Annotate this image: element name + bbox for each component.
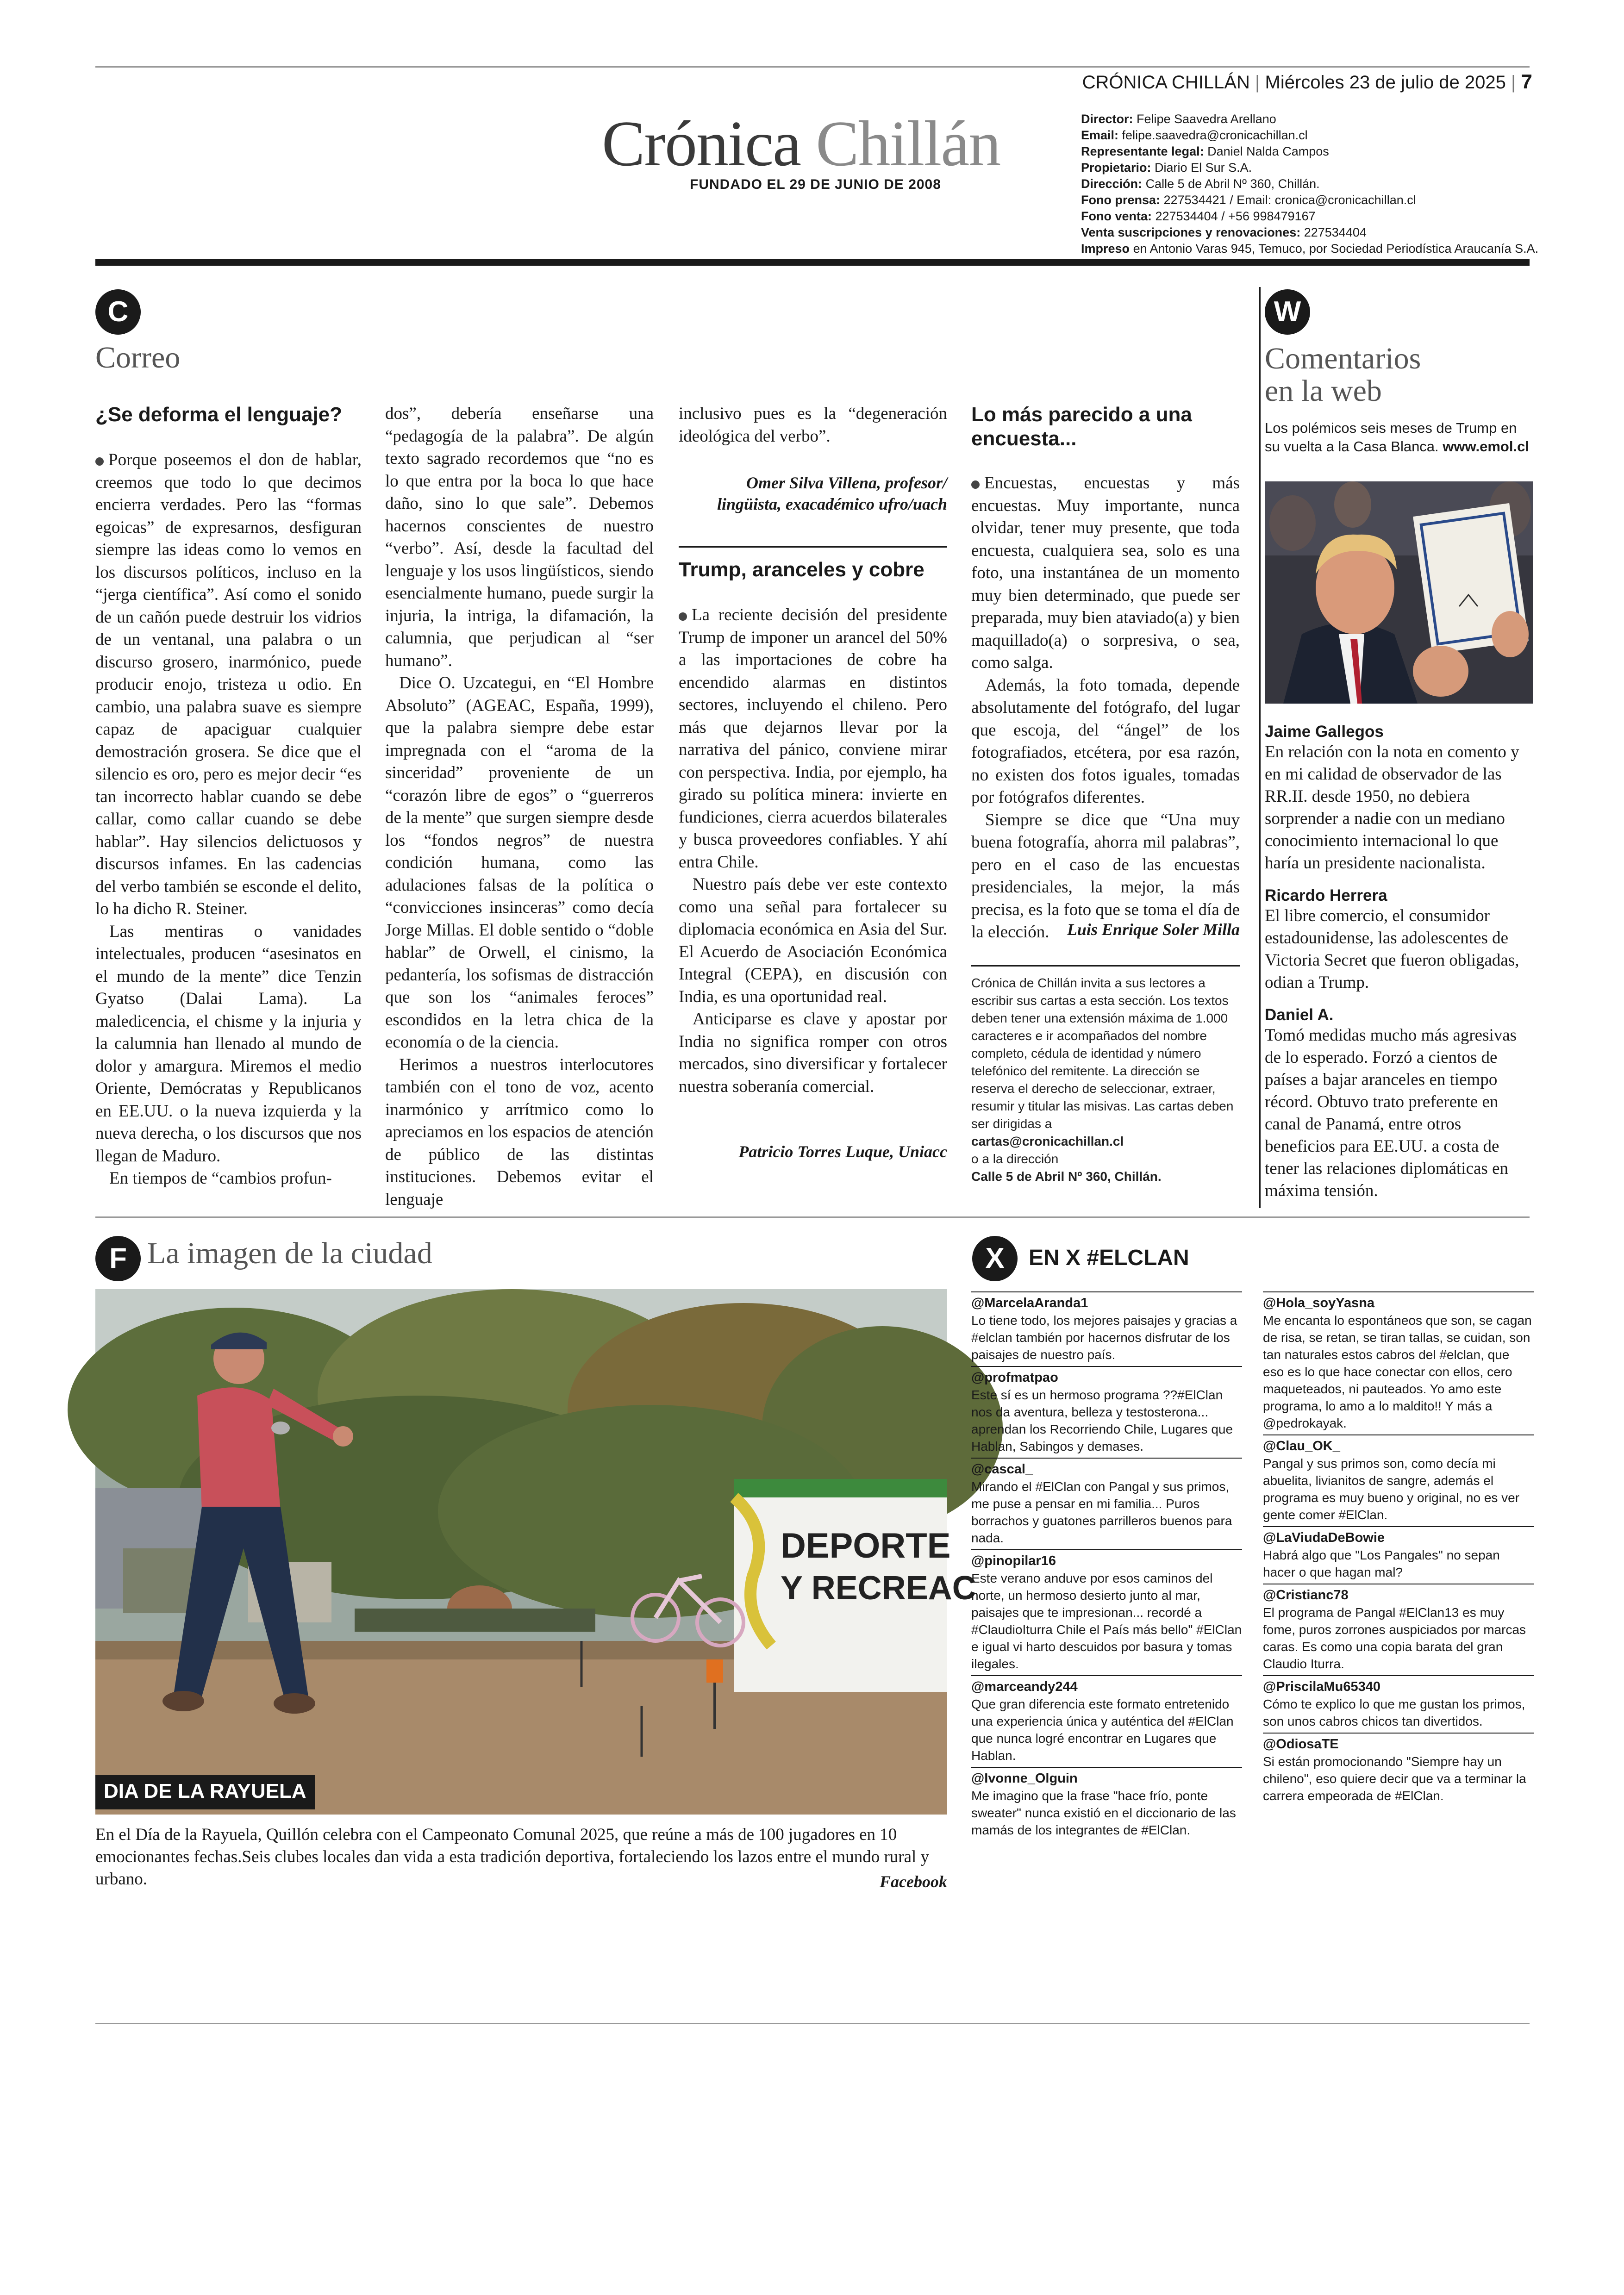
- tweet-user[interactable]: @Cristianc78: [1263, 1584, 1534, 1604]
- staff-label: Propietario:: [1081, 161, 1151, 175]
- letter2-signature: Patricio Torres Luque, Uniacc: [738, 1142, 947, 1161]
- letter2-rule: [679, 546, 947, 548]
- city-photo: [95, 1289, 976, 1815]
- correo-badge: C: [95, 289, 141, 335]
- commenter-name: Ricardo Herrera: [1265, 886, 1387, 904]
- staff-box: [1081, 111, 1539, 257]
- letter3-title: Lo más parecido a una encuesta...: [971, 403, 1192, 450]
- staff-row: [1081, 241, 1539, 257]
- letter1-p2: Las mentiras o vanidades intelectuales, producen “asesinatos en el mundo de la mente” dice Tenzin Gyatso (Dalai Lama). La maledicencia, el chisme y la injuria y la calumnia han llenado al mundo de dolor y amargura. Miremos el medio Oriente, Demócratas y Republicanos en EE.UU. o la nueva izquierda y la nueva derecha, o los discursos que nos llegan de Maduro.: [95, 922, 362, 1166]
- tweet-text: Si están promocionando "Siempre hay un chileno", eso quiere decir que va a terminar la carrera empeorada de #ElClan.: [1263, 1754, 1526, 1803]
- staff-label: Fono prensa:: [1081, 193, 1161, 207]
- tweet-text: Este sí es un hermoso programa ??#ElClan nos da aventura, belleza y testosterona... aprendan los Recorriendo Chile, Lugares que Hablan, Sabingos y demases.: [971, 1388, 1233, 1453]
- runner-paper: CRÓNICA CHILLÁN: [1082, 72, 1250, 93]
- x-title: EN X #ELCLAN: [1029, 1246, 1189, 1270]
- staff-value: 227534404 / +56 998479167: [1155, 209, 1316, 223]
- letter1-p1: Porque poseemos el don de hablar, creemos que todo lo que decimos encierra verdades. Pero las “formas egoicas” de expresarnos, desfiguran siempre las ideas como lo vemos en los discursos políticos, incluso en la “jerga científica”. Así como el sonido de un cañón puede destruir los vidrios de un ventanal, una palabra o un discurso grosero, inarmónico, puede producir enojo, tristeza u odio. En cambio, una palabra suave es siempre capaz de apaciguar cualquier demostración grosera. Se dice que el silencio es oro, pero es mejor decir “es tan incorrecto hablar cuando se debe callar, como callar cuando se debe hablar”. Hay silencios delictuosos y discursos infames. En las cadencias del verbo también se esconde el delito, lo ha dicho R. Steiner.: [95, 450, 362, 918]
- letter2-title: Trump, aranceles y cobre: [679, 558, 924, 581]
- x-feed-right: [1263, 1291, 1534, 1807]
- staff-label: Venta suscripciones y renovaciones:: [1081, 225, 1301, 239]
- runner-date: Miércoles 23 de julio de 2025: [1265, 72, 1506, 93]
- letter1-p3: En tiempos de “cambios profun-: [109, 1169, 332, 1188]
- staff-value: 227534421 / Email: cronica@cronicachillan.cl: [1163, 193, 1416, 207]
- staff-row: [1081, 225, 1525, 241]
- letter3-signature: Luis Enrique Soler Milla: [1067, 920, 1240, 939]
- comment-text: En relación con la nota en comento y en mi calidad de observador de las RR.II. desde 1950, no debiera sorprender a nadie con un mediano conocimiento internacional lo que haría un presidente nacionalista.: [1265, 742, 1519, 873]
- tweet-user[interactable]: @OdiosaTE: [1263, 1733, 1534, 1753]
- tweet-text: Me encanta lo espontáneos que son, se cagan de risa, se retan, se tiran tallas, se cuidan, son tan naturales estos cabros del #elclan, que eso es lo que hace conectar con ellos, cero maqueteados, ni pauteados. Yo amo este programa, lo amo a lo maldito!! Y más a @pedrokayak.: [1263, 1313, 1532, 1430]
- comment-text: Tomó medidas mucho más agresivas de lo esperado. Forzó a cientos de países a bajar aranceles en tiempo récord. Obtuvo trato preferente en canal de Panamá, entre otros beneficios para EE.UU. a costa de tener las relaciones diplomáticas en máxima tensión.: [1265, 1026, 1517, 1200]
- notice-email[interactable]: cartas@cronicachillan.cl: [971, 1134, 1124, 1148]
- staff-row: [1081, 176, 1525, 192]
- tweet-text: Este verano anduve por esos caminos del norte, un hermoso desierto junto al mar, paisajes que te impresionan... recordé a #ClaudioIturra Chile el País más bello" #ElClan e igual vi harto descuidos por basura y tomas ilegales.: [971, 1571, 1242, 1671]
- staff-value: 227534404: [1304, 225, 1367, 239]
- staff-value: Calle 5 de Abril Nº 360, Chillán.: [1145, 177, 1320, 191]
- tweet-text: Que gran diferencia este formato entretenido una experiencia única y auténtica del #ElClan que nunca logré encontrar en Lugares que Hablan.: [971, 1697, 1234, 1763]
- city-badge: F: [95, 1236, 141, 1281]
- banner-line1: DEPORTE: [781, 1526, 951, 1565]
- letter3-p3: Siempre se dice que “Una muy buena fotografía, ahorra mil palabras”, pero en el caso de las encuestas presidenciales, la mejor, la más precisa, es la foto que se toma el día de la elección.: [971, 810, 1240, 942]
- staff-label: Representante legal:: [1081, 144, 1204, 158]
- letter1-p4: dos”, debería enseñarse una “pedagogía de la palabra”. De algún texto sagrado recordemos que “no es lo que entra por la boca lo que hace daño, sino lo que sale”. Debemos hacernos conscientes de nuestro “verbo”. Así, desde la facultad del lenguaje y los usos lingüísticos, siendo esencialmente humano, puede surgir la injuria, la intriga, la difamación, la calumnia, que perjudican al “ser humano”.: [385, 404, 654, 670]
- staff-row: [1081, 192, 1525, 208]
- correo-title: Correo: [95, 341, 181, 374]
- letter1-p5: Dice O. Uzcategui, en “El Hombre Absoluto” (AGEAC, España, 1999), que la palabra siempre debe estar impregnada con el “aroma de la sinceridad” proveniente de un “corazón libre de egos” o “guerreros de la mente” que surgen siempre desde los “fondos negros” de nuestra condición humana, como las adulaciones falsas de la política o “convicciones insinceras” como decía Jorge Millas. El doble sentido o “doble hablar” de Orwell, el cinismo, la pedantería, los sofismas de distracción que son los “animales feroces” escondidos en la letra chica de la economía o de la ciencia.: [385, 674, 654, 1052]
- notice-rule: [971, 965, 1240, 967]
- web-intro: Los polémicos seis meses de Trump en su vuelta a la Casa Blanca. www.emol.cl: [1265, 420, 1529, 455]
- letter3-p2: Además, la foto tomada, depende absolutamente del fotógrafo, del lugar que escoja, del “ángel” de los fotografiados, etcétera, por esa razón, no existen dos fotos iguales, tomadas por fotógrafos diferentes.: [971, 675, 1240, 807]
- city-title: La imagen de la ciudad: [147, 1236, 432, 1270]
- city-caption: En el Día de la Rayuela, Quillón celebra con el Campeonato Comunal 2025, que reúne a más de 100 jugadores en 10 emocionantes fechas.Seis clubes locales dan vida a esta tradición deportiva, fortaleciendo los lazos entre el mundo rural y urbano.: [95, 1825, 930, 1889]
- staff-row: [1081, 160, 1525, 176]
- tweet-user[interactable]: @Ivonne_Olguin: [971, 1767, 1242, 1787]
- tweet-text: Habrá algo que "Los Pangales" no sepan hacer o que hagan mal?: [1263, 1548, 1500, 1579]
- staff-value: en Antonio Varas 945, Temuco, por Sociedad Periodística Araucanía S.A.: [1133, 242, 1539, 256]
- staff-label: Dirección:: [1081, 177, 1143, 191]
- staff-value: Felipe Saavedra Arellano: [1137, 112, 1276, 126]
- top-rule: [95, 66, 1530, 68]
- letters-notice: [971, 974, 1240, 1185]
- staff-label: Director:: [1081, 112, 1133, 126]
- letter1-signature: Omer Silva Villena, profesor/ lingüista, exacadémico ufro/uach: [717, 474, 947, 513]
- tweet-text: Me imagino que la frase "hace frío, ponte sweater" nunca existió en el diccionario de las mamás de los integrantes de #ElClan.: [971, 1789, 1236, 1837]
- running-head: CRÓNICA CHILLÁN | Miércoles 23 de julio de 2025 | 7: [1082, 70, 1532, 93]
- bullet-icon: [95, 457, 104, 466]
- staff-value: Diario El Sur S.A.: [1155, 161, 1252, 175]
- tweet-text: Pangal y sus primos son, como decía mi abuelita, livianitos de sangre, además el programa es muy bueno y original, no es ver gente comer #ElClan.: [1263, 1456, 1520, 1522]
- letter3-body: [971, 472, 1240, 944]
- staff-label: Impreso: [1081, 242, 1130, 256]
- masthead-founded: FUNDADO EL 29 DE JUNIO DE 2008: [690, 177, 941, 192]
- page-number: 7: [1521, 70, 1532, 93]
- notice-text: Crónica de Chillán invita a sus lectores a escribir sus cartas a esta sección. Los textos deben tener una extensión máxima de 1.000 caracteres e ir acompañados del nombre completo, cédula de identidad y número telefónico del remitente. La dirección se reserva el derecho de seleccionar, extraer, resumir y titular las misivas. Las cartas deben ser dirigidas a: [971, 976, 1234, 1131]
- bottom-rule: [95, 2023, 1530, 2024]
- tweet-user[interactable]: @pinopilar16: [971, 1549, 1242, 1570]
- tweet-user[interactable]: @cascal_: [971, 1458, 1242, 1478]
- letter1-p6: Herimos a nuestros interlocutores también con el tono de voz, acento inarmónico y arrítmico como lo apreciamos en los espacios de atención de público de las distintas instituciones. Debemos evitar el lenguaje: [385, 1055, 654, 1209]
- tweet-user[interactable]: @marceandy244: [971, 1675, 1242, 1696]
- notice-address: Calle 5 de Abril Nº 360, Chillán.: [971, 1169, 1162, 1184]
- masthead-logo: [602, 106, 1000, 181]
- tweet-user[interactable]: @Clau_OK_: [1263, 1434, 1534, 1455]
- letter1-p7: inclusivo pues es la “degeneración ideológica del verbo”.: [679, 404, 947, 446]
- staff-row: [1081, 127, 1525, 143]
- tweet-user[interactable]: @LaViudaDeBowie: [1263, 1526, 1534, 1547]
- tweet-user[interactable]: @Hola_soyYasna: [1263, 1291, 1534, 1312]
- letter2-p1: La reciente decisión del presidente Trump de imponer un arancel del 50% a las importaciones de cobre ha encendido alarmas en distintos sectores, incluyendo el chileno. Pero más que dejarnos llevar por la narrativa del pánico, conviene mirar con perspectiva. India, por ejemplo, ha girado su política minera: invierte en fundiciones, cierra acuerdos bilaterales y busca proveedores confiables. Y ahí entra Chile.: [679, 605, 947, 872]
- letter1-col3: [679, 403, 947, 448]
- staff-label: Fono venta:: [1081, 209, 1152, 223]
- tweet-text: Cómo te explico lo que me gustan los primos, son unos cabros chicos tan divertidos.: [1263, 1697, 1525, 1728]
- banner-line2: Y RECREAC: [781, 1570, 976, 1607]
- column-divider: [1259, 287, 1261, 1208]
- masthead-light: Chillán: [816, 108, 1000, 180]
- bullet-icon: [971, 480, 980, 489]
- photo-label: DIA DE LA RAYUELA: [95, 1775, 315, 1809]
- masthead-rule: [95, 259, 1530, 266]
- tweet-text: Lo tiene todo, los mejores paisajes y gracias a #elclan también por hacernos disfrutar de los paisajes de nuestro país.: [971, 1313, 1237, 1362]
- middle-rule: [95, 1216, 1530, 1218]
- city-credit: Facebook: [880, 1872, 947, 1891]
- web-badge: W: [1265, 289, 1310, 335]
- web-source[interactable]: www.emol.cl: [1443, 438, 1529, 455]
- letter2-body: [679, 604, 947, 1098]
- tweet-user[interactable]: @MarcelaAranda1: [971, 1291, 1242, 1312]
- tweet-text: Mirando el #ElClan con Pangal y sus primos, me puse a pensar en mi familia... Puros borrachos y guatones parrilleros buenos para nada.: [971, 1479, 1232, 1545]
- staff-row: [1081, 111, 1525, 127]
- staff-row: [1081, 208, 1525, 225]
- web-title: Comentarios en la web: [1265, 342, 1421, 408]
- letter2-p2: Nuestro país debe ver este contexto como una señal para fortalecer su diplomacia económica en Asia del Sur. El Acuerdo de Asociación Económica Integral (CEPA), en discusión con India, es una oportunidad real.: [679, 875, 947, 1006]
- letter2-p3: Anticiparse es clave y apostar por India no significa romper con otros mercados, sino diversificar y fortalecer nuestra soberanía comercial.: [679, 1010, 947, 1096]
- comment-text: El libre comercio, el consumidor estadounidense, las adolescentes de Victoria Secret que fueron obligadas, odian a Trump.: [1265, 906, 1519, 992]
- commenter-name: Daniel A.: [1265, 1006, 1334, 1024]
- commenter-name: Jaime Gallegos: [1265, 723, 1384, 741]
- web-comments: [1265, 711, 1533, 1202]
- letter1-col1: [95, 449, 362, 1190]
- bullet-icon: [679, 612, 687, 621]
- letter1-col2: [385, 403, 654, 1211]
- staff-value: felipe.saavedra@cronicachillan.cl: [1122, 128, 1308, 142]
- letter1-title: ¿Se deforma el lenguaje?: [95, 403, 343, 426]
- staff-label: Email:: [1081, 128, 1119, 142]
- x-badge: X: [972, 1236, 1018, 1281]
- tweet-user[interactable]: @profmatpao: [971, 1366, 1242, 1386]
- letter3-p1: Encuestas, encuestas y más encuestas. Muy importante, nunca olvidar, tener muy presente, que toda encuesta, cualquiera sea, solo es una foto, una instantánea de un momento muy bien determinado, que puede ser preparada, muy bien ataviado(a) y bien maquillado(a) o sorpresiva, o sea, como salga.: [971, 474, 1240, 672]
- tweet-user[interactable]: @PriscilaMu65340: [1263, 1675, 1534, 1696]
- trump-photo: [1265, 481, 1533, 704]
- staff-row: [1081, 143, 1525, 160]
- tweet-text: El programa de Pangal #ElClan13 es muy fome, puros zorrones auspiciados por marcas caras. Es como una copia barata del gran Claudio Iturra.: [1263, 1605, 1526, 1671]
- x-feed-left: [971, 1291, 1242, 1841]
- staff-value: Daniel Nalda Campos: [1207, 144, 1329, 158]
- notice-or: o a la dirección: [971, 1152, 1059, 1166]
- masthead-dark: Crónica: [602, 108, 801, 180]
